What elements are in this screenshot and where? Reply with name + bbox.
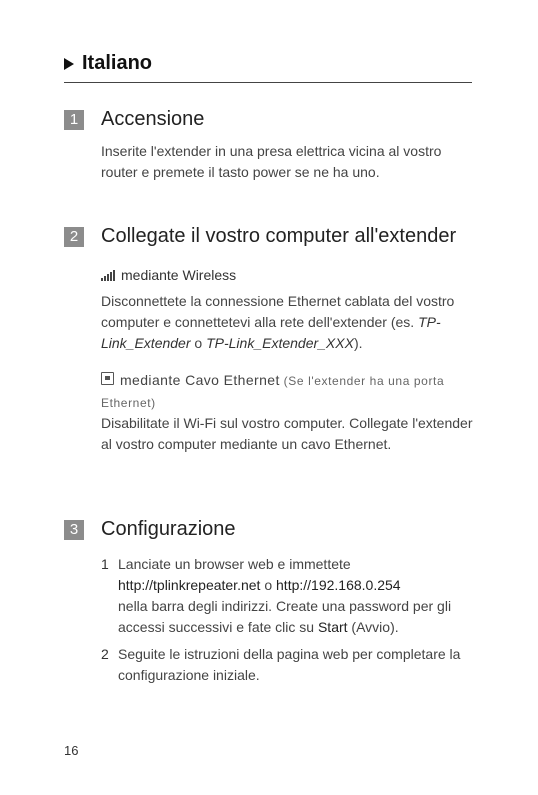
step-number: 2 — [101, 646, 109, 662]
ssid-example-2: TP-Link_Extender_XXX — [206, 335, 354, 351]
wifi-signal-icon — [101, 269, 115, 281]
step-2 — [101, 644, 473, 686]
step-number: 1 — [101, 556, 109, 572]
wireless-heading: mediante Wireless — [121, 267, 237, 283]
wireless-text: Disconnettete la connessione Ethernet cablata del vostro computer e connettetevi alla rete dell'extender (es. TP-Link_Extender o TP-Link_Extender_XXX). — [101, 293, 455, 351]
ethernet-note: (Se l'extender ha una porta Ethernet) — [101, 374, 445, 410]
start-label: Start — [317, 619, 348, 635]
section-3-header — [64, 518, 236, 541]
ethernet-text: Disabilitate il Wi-Fi sul vostro computer. Collegate l'extender al vostro computer mediante un cavo Ethernet. — [101, 415, 473, 452]
section-1-header — [64, 108, 204, 131]
section-number-badge: 3 — [64, 520, 84, 540]
language-heading — [64, 52, 152, 75]
ssid-example-1: TP-Link_Extender — [101, 314, 441, 351]
page-number: 16 — [64, 743, 79, 758]
step-text: Seguite le istruzioni della pagina web per completare la configurazione iniziale. — [118, 646, 461, 683]
wireless-subheading — [101, 267, 236, 283]
section-title: Collegate il vostro computer all'extender — [101, 225, 457, 247]
ethernet-subheading — [101, 370, 473, 414]
ethernet-port-icon — [101, 372, 114, 385]
step-1 — [101, 554, 473, 638]
triangle-right-icon — [64, 58, 74, 70]
heading-divider — [64, 82, 472, 83]
section-2-header — [64, 225, 456, 248]
section-number-badge: 2 — [64, 227, 84, 247]
section-title: Configurazione — [101, 518, 236, 540]
section-title: Accensione — [101, 108, 205, 130]
url-tplinkrepeater: http://tplinkrepeater.net — [118, 577, 261, 593]
step-text: Lanciate un browser web e immettete http://tplinkrepeater.net o http://192.168.0.254 nella barra degli indirizzi. Create una password per gli accessi successivi e fate clic su Start (Avvio). — [118, 556, 452, 635]
url-ip-address: http://192.168.0.254 — [276, 577, 401, 593]
section-1-text: Inserite l'extender in una presa elettrica vicina al vostro router e premete il tasto power se ne ha uno. — [101, 143, 442, 180]
language-label: Italiano — [82, 52, 153, 74]
ethernet-heading: mediante Cavo Ethernet — [120, 372, 280, 388]
section-number-badge: 1 — [64, 110, 84, 130]
